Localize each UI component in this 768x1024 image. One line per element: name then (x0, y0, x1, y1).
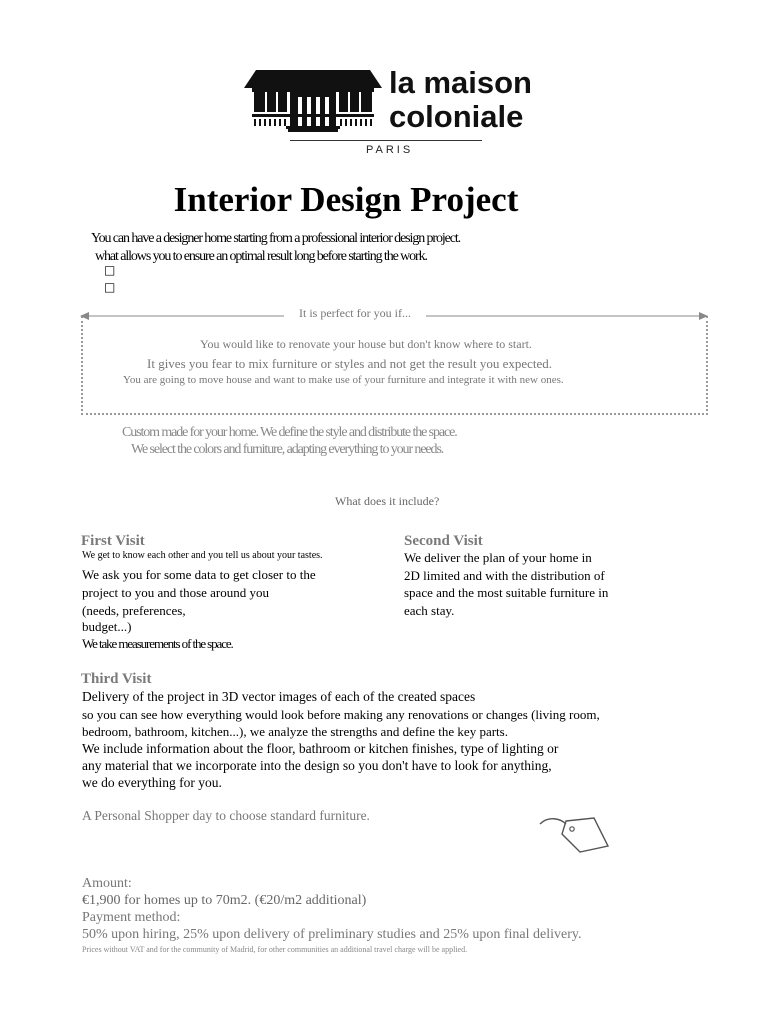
third-visit-line-4: We include information about the floor, bathroom or kitchen finishes, type of lighting or (82, 741, 559, 756)
logo-line-1: la maison (389, 65, 532, 100)
third-visit-title: Third Visit (81, 671, 152, 687)
logo-city: PARIS (366, 144, 414, 156)
checkbox-glyph-1: □ (104, 263, 116, 277)
custom-line-1: Custom made for your home. We define the style and distribute the space. (122, 425, 457, 440)
perfect-item-1: You would like to renovate your house but don't know where to start. (200, 337, 532, 351)
third-visit-line-2: so you can see how everything would look before making any renovations or changes (living room, (82, 707, 600, 722)
page-title: Interior Design Project (173, 180, 519, 219)
first-visit-line-3: (needs, preferences, (82, 603, 186, 618)
first-visit-small: We get to know each other and you tell us about your tastes. (82, 550, 323, 561)
amount-value: €1,900 for homes up to 70m2. (€20/m2 additional) (82, 893, 367, 908)
third-visit-line-1: Delivery of the project in 3D vector images of each of the created spaces (82, 689, 476, 704)
perfect-item-3: You are going to move house and want to make use of your furniture and integrate it with new ones. (123, 374, 564, 386)
first-visit-line-1: We ask you for some data to get closer to the (82, 567, 316, 582)
first-visit-measure: We take measurements of the space. (82, 636, 233, 651)
logo-line-2: coloniale (389, 99, 524, 134)
personal-shopper: A Personal Shopper day to choose standard furniture. (82, 808, 370, 823)
third-visit-line-3: bedroom, bathroom, kitchen...), we analyze the strengths and define the key parts. (82, 724, 508, 739)
price-note: Prices without VAT and for the community of Madrid, for other communities an additional travel charge will be applied. (82, 945, 468, 954)
include-heading: What does it include? (335, 494, 440, 508)
second-visit-line-2: 2D limited and with the distribution of (404, 568, 605, 583)
house-icon (242, 68, 384, 134)
second-visit-line-3: space and the most suitable furniture in (404, 585, 609, 600)
intro-line-1: You can have a designer home starting from a professional interior design project. (91, 231, 461, 246)
payment-value: 50% upon hiring, 25% upon delivery of preliminary studies and 25% upon final delivery. (82, 927, 582, 942)
second-visit-line-1: We deliver the plan of your home in (404, 550, 592, 565)
custom-line-2: We select the colors and furniture, adapting everything to your needs. (131, 442, 444, 457)
first-visit-title: First Visit (81, 533, 145, 549)
logo (242, 65, 542, 158)
second-visit-line-4: each stay. (404, 603, 455, 618)
price-tag-icon (538, 812, 612, 856)
third-visit-line-5: any material that we incorporate into the design so you don't have to look for anything, (82, 758, 552, 773)
first-visit-line-4: budget...) (82, 619, 132, 634)
intro-line-2: what allows you to ensure an optimal result long before starting the work. (95, 249, 427, 264)
amount-label: Amount: (82, 876, 132, 891)
logo-rule (290, 140, 482, 141)
first-visit-line-2: project to you and those around you (82, 585, 270, 600)
perfect-heading: It is perfect for you if... (284, 306, 426, 321)
checkbox-glyph-2: □ (104, 280, 116, 294)
perfect-item-2: It gives you fear to mix furniture or styles and not get the result you expected. (147, 356, 553, 371)
second-visit-title: Second Visit (404, 533, 483, 549)
third-visit-line-6: we do everything for you. (82, 775, 222, 790)
payment-label: Payment method: (82, 910, 181, 925)
